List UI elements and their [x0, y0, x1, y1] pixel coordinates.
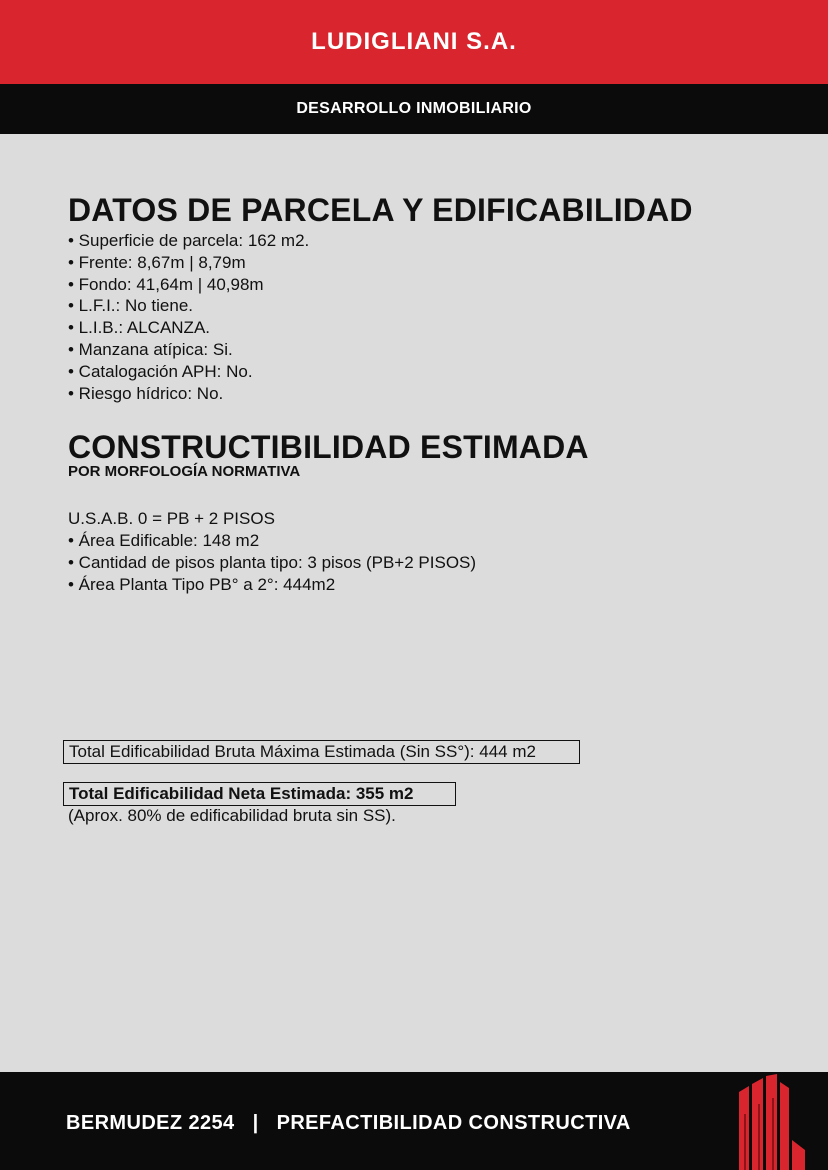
header-brand-bar [0, 0, 828, 84]
footer-label: PREFACTIBILIDAD CONSTRUCTIVA [276, 1112, 631, 1134]
list-item: • Manzana atípica: Si. [68, 339, 233, 359]
total-neta-note: (Aprox. 80% de edificabilidad bruta sin SS). [68, 806, 396, 825]
list-item: • Superficie de parcela: 162 m2. [68, 231, 310, 250]
footer-separator: | [252, 1112, 259, 1134]
list-item: • Área Edificable: 148 m2 [68, 531, 260, 551]
constructibilidad-list [68, 530, 768, 595]
totals-section [63, 740, 580, 826]
total-neta-box: Total Edificabilidad Neta Estimada: 355 m2 [63, 782, 456, 806]
list-item: • Frente: 8,67m | 8,79m [68, 252, 246, 272]
total-bruta-box: Total Edificabilidad Bruta Máxima Estimada (Sin SS°): 444 m2 [63, 740, 580, 764]
parcela-list [68, 230, 768, 404]
list-item: • Catalogación APH: No. [68, 361, 253, 381]
brand-name: LUDIGLIANI S.A. [311, 28, 517, 55]
building-logo-icon [735, 1074, 811, 1170]
footer-text [66, 1112, 631, 1135]
list-item: • L.I.B.: ALCANZA. [68, 318, 211, 338]
footer-bar [0, 1072, 828, 1170]
list-item: • Cantidad de pisos planta tipo: 3 pisos (PB+2 PISOS) [68, 552, 477, 572]
brand-tagline: DESARROLLO INMOBILIARIO [296, 100, 532, 117]
list-item: • Área Planta Tipo PB° a 2°: 444m2 [68, 574, 336, 594]
parcela-title: DATOS DE PARCELA Y EDIFICABILIDAD [68, 192, 693, 228]
header-tagline-bar [0, 84, 828, 134]
constructibilidad-section [68, 429, 768, 595]
usab-line: U.S.A.B. 0 = PB + 2 PISOS [68, 509, 275, 529]
list-item: • L.F.I.: No tiene. [68, 296, 194, 316]
list-item: • Riesgo hídrico: No. [68, 383, 224, 403]
constructibilidad-subtitle: POR MORFOLOGÍA NORMATIVA [68, 463, 301, 481]
constructibilidad-title: CONSTRUCTIBILIDAD ESTIMADA [68, 429, 589, 466]
document-body [68, 190, 768, 596]
footer-address: BERMUDEZ 2254 [66, 1112, 235, 1134]
list-item: • Fondo: 41,64m | 40,98m [68, 274, 264, 294]
